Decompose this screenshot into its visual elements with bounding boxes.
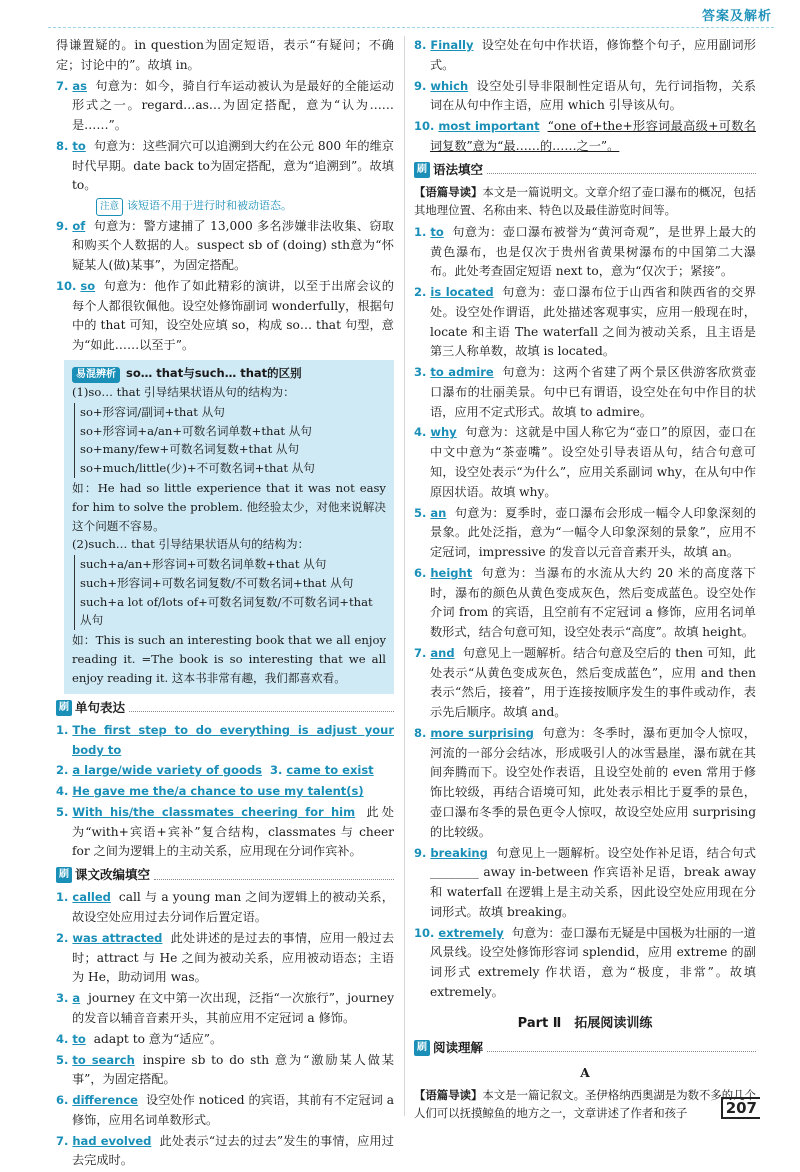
adapt-item-4: 4. to adapt to 意为“适应”。	[56, 1031, 223, 1046]
answer: to	[72, 138, 86, 153]
sentence-5: 5. With his/the classmates cheering for him 此处为“with+宾语+宾补”复合结构，classmates 与 cheer for 之间为逻辑上的主动关系，应用现在分词作宾补。	[56, 804, 395, 859]
passage-guide-a: 【语篇导读】本文是一篇记叙文。圣伊格纳西奥湖是为数不多的几个人们可以抚摸鲸鱼的地方之一，文章讲述了作者和孩子	[414, 1087, 756, 1121]
adapt-item-10: 10. most important “one of+the+形容词最高级+可数名词复数”意为“最……的……之一”。	[414, 119, 756, 153]
grammar-item-6: 6. height 句意为：当瀑布的水流从大约 20 米的高度落下时，瀑布的颜色从黄色变成灰色，然后变成蓝色。设空处作介词 from 的宾语，且空前有不定冠词 a 修饰，应用名词单数形式，结合句意可知，设空处表示“高度”。故填 height。	[414, 565, 756, 640]
left-column	[56, 36, 394, 1172]
structure-list-such: such+a/an+形容词+可数名词单数+that 从句 such+形容词+可数名词复数/不可数名词+that 从句 such+a lot of/lots of+可数名词复数/不可数名词+that 从句	[74, 555, 386, 630]
section-sentence-expression: 刷 单句表达	[56, 698, 394, 718]
passage-letter: A	[580, 1065, 590, 1080]
right-column	[414, 36, 756, 1126]
brush-icon: 刷	[56, 700, 72, 716]
part-title: Part Ⅱ 拓展阅读训练	[517, 1015, 653, 1031]
box-heading: so… that与such… that的区别	[126, 365, 302, 380]
page-number: 207	[721, 1096, 760, 1120]
section-reading: 刷 阅读理解	[414, 1038, 756, 1058]
note-tip: 注意 该短语不用于进行时和被动语态。	[56, 197, 394, 215]
grammar-item-10: 10. extremely 句意为：壶口瀑布无疑是中国极为壮丽的一道风景线。设空处修饰形容词 splendid，应用 extreme 的副词形式 extremely 作状语，意为“极度，非常”。故填 extremely。	[414, 925, 756, 999]
adapt-item-9: 9. which 设空处引导非限制性定语从句，先行词指物，关系词在从句中作主语，应用 which 引导该从句。	[414, 78, 756, 113]
structure-list-so: so+形容词/副词+that 从句 so+形容词+a/an+可数名词单数+that 从句 so+many/few+可数名词复数+that 从句 so+much/little(少)+不可数名词+that 从句	[74, 403, 386, 478]
adapt-item-1: 1. called call 与 a young man 之间为逻辑上的被动关系，故设空处应用过去分词作后置定语。	[56, 890, 394, 925]
box-tag: 易混辨析	[72, 367, 120, 383]
item-9: 9. of 句意为：警方逮捕了 13,000 多名涉嫌非法收集、窃取和购买个人数据的人。suspect sb of (doing) sth意为“怀疑某人(做)某事”，为固定搭配。	[56, 218, 394, 273]
adapt-item-3: 3. a journey 在文中第一次出现，泛指“一次旅行”，journey 的发音以辅音音素开头，其前应用不定冠词 a 修饰。	[56, 991, 394, 1025]
comparison-box: 易混辨析 so… that与such… that的区别 (1)so… that 引导结果状语从句的结构为： so+形容词/副词+that 从句 so+形容词+a/an+可数名词单数+that 从句 so+many/few+可数名词复数+that 从句 so+much/little(少)+不可数名词+that 从句 如：He had so little experience that it was not easy for him to solve the problem. 他经验太少，对他来说解决这个问题不容易。 (2)such… that 引导结果状语从句的结构为： such+a/an+形容词+可数名词单数+that 从句 such+形容词+可数名词复数/不可数名词+that 从句 such+a lot of/lots of+可数名词复数/不可数名词+that 从句 如：This is such an interesting book that we all enjoy reading it. =The book is so interesting that we all enjoy reading it. 这本书非常有趣，我们都喜欢看。	[64, 360, 394, 694]
adapt-item-8: 8. Finally 设空处在句中作状语，修饰整个句子，应用副词形式。	[414, 38, 756, 72]
grammar-item-5: 5. an 句意为：夏季时，壶口瀑布会形成一幅令人印象深刻的景象。此处泛指，意为“一幅令人印象深刻的景象”，应用不定冠词，impressive 的发音以元音音素开头，故填 an。	[414, 505, 756, 560]
sentence-4: 4. He gave me the/a chance to use my talent(s)	[56, 784, 364, 799]
grammar-item-8: 8. more surprising 句意为：冬季时，瀑布更加令人惊叹，河流的一部分会结冰，形成吸引人的冰雪悬崖，瀑布就在其间奔腾而下。设空处作表语，且设空处前的 even 常用于修饰比较级，再结合语境可知，此处表示相比于夏季的景色，壶口瀑布冬季的景色更令人惊叹，故设空处应用 surprising 的比较级。	[414, 725, 756, 839]
grammar-item-4: 4. why 句意为：这就是中国人称它为“壶口”的原因，壶口在中文中意为“茶壶嘴”。设空处引导表语从句，结合句意可知，设空处表示“为什么”，应用关系副词 why，在从句中作原因状语。故填 why。	[414, 425, 756, 499]
brush-icon: 刷	[56, 867, 72, 883]
item-10: 10. so 句意为：他作了如此精彩的演讲，以至于出席会议的每个人都很钦佩他。设空处修饰副词 wonderfully，根据句中的 that 可知，设空处应填 so，构成 so… that 句型，意为“如此……以至于”。	[56, 278, 394, 353]
adapt-item-5: 5. to search inspire sb to do sth 意为“激励某人做某事”，为固定搭配。	[56, 1052, 394, 1087]
grammar-item-3: 3. to admire 句意为：这两个省建了两个景区供游客欣赏壶口瀑布的壮丽美景。句中已有谓语，设空处在句中作目的状语，应用不定式形式。故填 to admire。	[414, 365, 757, 419]
column-divider	[404, 36, 405, 1116]
brush-icon: 刷	[414, 162, 430, 178]
item-8: 8. to 句意为：这些洞穴可以追溯到大约在公元 800 年的维京时代早期。date back to为固定搭配，意为“追溯到”。故填 to。	[56, 138, 394, 193]
grammar-item-7: 7. and 句意见上一题解析。结合句意及空后的 then 可知，此处表示“从黄色变成灰色，然后变成蓝色”，应用 and then 表示“然后，接着”，用于连接按顺序发生的事件或动作，表示先后顺序。故填 and。	[414, 645, 756, 720]
adapt-item-6: 6. difference 设空处作 noticed 的宾语，其前有不定冠词 a 修饰，应用名词单数形式。	[56, 1093, 394, 1127]
continued-text: 得谦置疑的。in question为固定短语，表示“有疑问；不确定；讨论中的”。故填 in。	[56, 38, 394, 72]
note-chip: 注意	[96, 198, 123, 215]
section-text-adaptation: 刷 课文改编填空	[56, 865, 394, 885]
answer: as	[72, 78, 87, 93]
example-such: 如：This is such an interesting book that we all enjoy reading it. =The book is so interesting that we all enjoy reading it. 这本书非常有趣，我们都喜欢看。	[72, 633, 386, 685]
adapt-item-2: 2. was attracted 此处讲述的是过去的事情，应用一般过去时；attract 与 He 之间为被动关系，应用被动语态；主语为 He，助动词用 was。	[56, 930, 395, 985]
item-7: 7. as 句意为：如今，骑自行车运动被认为是最好的全能运动形式之一。regard…as…为固定搭配，意为“认为……是……”。	[56, 78, 394, 133]
example-so: 如：He had so little experience that it was not easy for him to solve the problem. 他经验太少，对他来说解决这个问题不容易。	[72, 480, 386, 533]
grammar-item-2: 2. is located 句意为：壶口瀑布位于山西省和陕西省的交界处。设空处作谓语，此处描述客观事实，应用一般现在时，locate 和主语 The waterfall 之间为被动关系，且主语是第三人称单数，故填 is located。	[414, 285, 757, 359]
header-title: 答案及解析	[701, 9, 772, 24]
brush-icon: 刷	[414, 1040, 430, 1056]
sentence-2-3: 2. a large/wide variety of goods 3. came to exist	[56, 763, 374, 778]
adapt-item-7: 7. had evolved 此处表示“过去的过去”发生的事情，应用过去完成时。	[56, 1133, 394, 1168]
header-rule	[48, 27, 774, 28]
grammar-item-1: 1. to 句意为：壶口瀑布被誉为“黄河奇观”，是世界上最大的黄色瀑布，也是仅次于贵州省黄果树瀑布的中国第二大瀑布。此处考查固定短语 next to，意为“仅次于；紧接”。	[414, 224, 756, 279]
grammar-item-9: 9. breaking 句意见上一题解析。设空处作补足语，结合句式 ________ away in-between 作宾语补足语，break away 和 waterfall 在逻辑上是主动关系，因此设空处应用现在分词形式。故填 breaking。	[414, 845, 756, 919]
section-grammar-fill: 刷 语法填空	[414, 160, 756, 180]
answer: of	[72, 218, 86, 233]
sentence-1: 1. The first step to do everything is adjust your body to	[56, 722, 394, 757]
passage-guide: 【语篇导读】本文是一篇说明文。文章介绍了壶口瀑布的概况，包括其地理位置、名称由来、特色以及最佳游览时间等。	[414, 184, 756, 218]
answer: so	[80, 278, 96, 293]
